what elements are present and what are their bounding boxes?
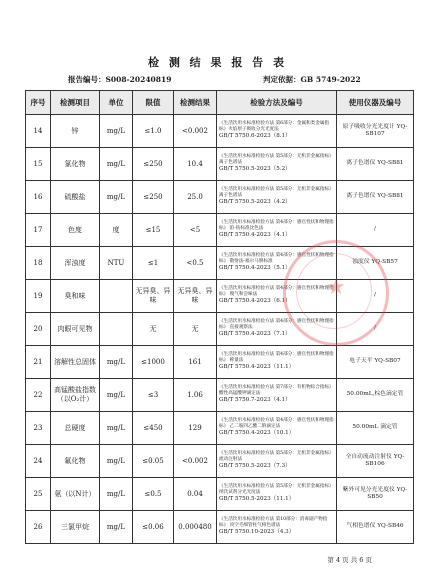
- cell-item: 总硬度: [51, 412, 100, 445]
- cell-no: 23: [26, 412, 51, 445]
- cell-item: 氨（以N计）: [51, 478, 100, 511]
- cell-item: 色度: [51, 214, 100, 247]
- cell-limit: ≤15: [133, 214, 174, 247]
- col-header-limit: 限值: [133, 91, 174, 115]
- cell-method: [217, 313, 337, 346]
- method-name: 《生活饮用水标准检验方法 第10部分：消毒副产物指标》 顶空毛细管柱气相色谱法: [219, 517, 328, 529]
- cell-result: 0.000480: [174, 511, 217, 544]
- cell-no: 16: [26, 181, 51, 214]
- cell-limit: ≤0.06: [133, 511, 174, 544]
- cell-no: 18: [26, 247, 51, 280]
- cell-instrument: 离子色谱仪 YQ-SB81: [337, 181, 414, 214]
- col-header-result: 检测结果: [174, 91, 217, 115]
- method-name: 《生活饮用水标准检验方法 第4部分：感官性状和物理指标》 散射法-福尔马肼标准: [219, 253, 334, 265]
- cell-method: [217, 379, 337, 412]
- col-header-unit: 单位: [100, 91, 133, 115]
- cell-instrument: 50.00mL 滴定管: [337, 412, 414, 445]
- cell-result: 无异臭、异味: [174, 280, 217, 313]
- cell-limit: 无异臭、异味: [133, 280, 174, 313]
- cell-instrument: 浊度仪 YQ-SB57: [337, 247, 414, 280]
- cell-limit: ≤250: [133, 148, 174, 181]
- cell-method: [217, 247, 337, 280]
- table-row: [26, 280, 414, 313]
- judgment-standard: 判定依据：GB 5749-2022: [263, 75, 361, 84]
- cell-no: 21: [26, 346, 51, 379]
- cell-method: [217, 511, 337, 544]
- seal-star-icon: ★: [326, 275, 346, 300]
- method-name: 《生活饮用水标准检验方法 第5部分：无机非金属指标》 纳氏试剂分光光度法: [219, 484, 334, 496]
- cell-result: <0.5: [174, 247, 217, 280]
- cell-limit: ≤1000: [133, 346, 174, 379]
- cell-method: [217, 148, 337, 181]
- table-row: [26, 445, 414, 478]
- cell-method: [217, 181, 337, 214]
- cell-method: [217, 280, 337, 313]
- method-standard: GB/T 5750.5-2023（7.3）: [219, 463, 291, 470]
- cell-unit: mg/L: [100, 478, 133, 511]
- cell-item: 高锰酸盐指数（以O₂计）: [51, 379, 100, 412]
- cell-limit: ≤1.0: [133, 115, 174, 148]
- cell-result: <0.002: [174, 445, 217, 478]
- page-number: 第 4 页 共 6 页: [327, 556, 372, 564]
- method-standard: GB/T 5750.4-2023（4.1）: [219, 232, 291, 239]
- cell-no: 17: [26, 214, 51, 247]
- cell-instrument: 全自动流动注射仪 YQ-SB106: [337, 445, 414, 478]
- cell-instrument: 紫外可见分光光度仪 YQ-SB50: [337, 478, 414, 511]
- table-row: [26, 511, 414, 544]
- cell-limit: ≤1: [133, 247, 174, 280]
- method-name: 《生活饮用水标准检验方法 第5部分：无机非金属指标》 离子色谱法: [219, 154, 334, 166]
- table-row: [26, 214, 414, 247]
- method-name: 《生活饮用水标准检验方法 第4部分：感官性状和物理指标》 直接观察法: [219, 319, 334, 331]
- method-name: 《生活饮用水标准检验方法 第7部分：有机物综合指标》 酸性高锰酸钾滴定法: [219, 385, 334, 397]
- report-number: 报告编号：S008-20240819: [68, 75, 172, 84]
- col-header-no: 序号: [26, 91, 51, 115]
- cell-no: 26: [26, 511, 51, 544]
- cell-unit: mg/L: [100, 445, 133, 478]
- cell-limit: 无: [133, 313, 174, 346]
- cell-result: 1.06: [174, 379, 217, 412]
- method-name: 《生活饮用水标准检验方法 第4部分：感官性状和物理指标》 称量法: [219, 352, 334, 364]
- method-name: 《生活饮用水标准检验方法 第5部分：无机非金属指标》 流动注射法: [219, 451, 334, 463]
- method-standard: GB/T 5750.4-2023（7.1）: [219, 331, 291, 338]
- cell-result: 无: [174, 313, 217, 346]
- table-row: [26, 181, 414, 214]
- cell-unit: [100, 313, 133, 346]
- table-header-row: [26, 91, 414, 115]
- method-standard: GB/T 5750.7-2023（4.1）: [219, 397, 291, 404]
- cell-result: 10.4: [174, 148, 217, 181]
- cell-no: 15: [26, 148, 51, 181]
- cell-method: [217, 445, 337, 478]
- results-table: [25, 90, 414, 544]
- cell-method: [217, 115, 337, 148]
- cell-unit: [100, 280, 133, 313]
- cell-item: 氯化物: [51, 148, 100, 181]
- cell-limit: ≤450: [133, 412, 174, 445]
- cell-limit: ≤3: [133, 379, 174, 412]
- method-standard: GB/T 5750.10-2023（4.3）: [219, 529, 295, 536]
- cell-limit: ≤0.5: [133, 478, 174, 511]
- cell-method: [217, 412, 337, 445]
- cell-item: 氟化物: [51, 445, 100, 478]
- table-row: [26, 247, 414, 280]
- cell-unit: mg/L: [100, 148, 133, 181]
- method-standard: GB/T 5750.5-2023（5.2）: [219, 166, 291, 173]
- cell-unit: mg/L: [100, 379, 133, 412]
- cell-result: <5: [174, 214, 217, 247]
- method-name: 《生活饮用水标准检验方法 第5部分：无机非金属指标》 离子色谱法: [219, 187, 334, 199]
- cell-unit: NTU: [100, 247, 133, 280]
- table-row: [26, 478, 414, 511]
- method-name: 《生活饮用水标准检验方法 第6部分：金属和类金属指标》火焰原子吸收分光光度法: [219, 121, 330, 133]
- method-standard: GB/T 5750.4-2023（11.1）: [219, 364, 295, 371]
- cell-item: 锌: [51, 115, 100, 148]
- cell-instrument: 离子色谱仪 YQ-SB81: [337, 148, 414, 181]
- cell-no: 24: [26, 445, 51, 478]
- method-standard: GB/T 5750.6-2023（8.1）: [219, 133, 291, 140]
- cell-unit: mg/L: [100, 346, 133, 379]
- method-standard: GB/T 5750.5-2023（11.1）: [219, 496, 295, 503]
- cell-no: 22: [26, 379, 51, 412]
- cell-result: 129: [174, 412, 217, 445]
- cell-item: 臭和味: [51, 280, 100, 313]
- cell-instrument: 原子吸收分光光度计 YQ-SB107: [337, 115, 414, 148]
- cell-no: 14: [26, 115, 51, 148]
- cell-no: 25: [26, 478, 51, 511]
- cell-instrument: 50.00mL,棕色滴定管: [337, 379, 414, 412]
- table-row: [26, 115, 414, 148]
- col-header-item: 检测项目: [51, 91, 100, 115]
- cell-method: [217, 214, 337, 247]
- cell-unit: mg/L: [100, 115, 133, 148]
- method-name: 《生活饮用水标准检验方法 第4部分：感官性状和物理指标》 铂-钴标准比色法: [219, 220, 334, 232]
- cell-unit: 度: [100, 214, 133, 247]
- cell-instrument: 电子天平 YQ-SB07: [337, 346, 414, 379]
- cell-item: 浑浊度: [51, 247, 100, 280]
- page-footer: [0, 555, 435, 564]
- method-standard: GB/T 5750.4-2023（10.1）: [219, 430, 295, 437]
- table-row: [26, 412, 414, 445]
- table-row: [26, 313, 414, 346]
- cell-result: 161: [174, 346, 217, 379]
- cell-instrument: /: [337, 280, 414, 313]
- cell-method: [217, 346, 337, 379]
- cell-instrument: /: [337, 214, 414, 247]
- cell-instrument: 气相色谱仪 YQ-SB46: [337, 511, 414, 544]
- table-row: [26, 148, 414, 181]
- table-row: [26, 346, 414, 379]
- method-name: 《生活饮用水标准检验方法 第4部分：感官性状和物理指标》 乙二胺四乙酸二钠滴定法: [219, 418, 334, 430]
- cell-unit: mg/L: [100, 412, 133, 445]
- table-row: [26, 379, 414, 412]
- cell-no: 20: [26, 313, 51, 346]
- col-header-method: 检验方法及编号: [217, 91, 337, 115]
- method-standard: GB/T 5750.4-2023（5.1）: [219, 265, 291, 272]
- cell-item: 硫酸盐: [51, 181, 100, 214]
- cell-item: 溶解性总固体: [51, 346, 100, 379]
- cell-item: 肉眼可见物: [51, 313, 100, 346]
- method-standard: GB/T 5750.4-2023（6.1）: [219, 298, 291, 305]
- method-standard: GB/T 5750.5-2023（4.2）: [219, 199, 291, 206]
- cell-item: 三氯甲烷: [51, 511, 100, 544]
- cell-unit: mg/L: [100, 511, 133, 544]
- report-title: 检 测 结 果 报 告 表: [148, 56, 287, 69]
- cell-result: 0.04: [174, 478, 217, 511]
- cell-result: <0.002: [174, 115, 217, 148]
- cell-instrument: /: [337, 313, 414, 346]
- cell-limit: ≤250: [133, 181, 174, 214]
- cell-no: 19: [26, 280, 51, 313]
- cell-method: [217, 478, 337, 511]
- cell-unit: mg/L: [100, 181, 133, 214]
- cell-limit: ≤0.05: [133, 445, 174, 478]
- col-header-instrument: 使用仪器及编号: [337, 91, 414, 115]
- method-name: 《生活饮用水标准检验方法 第4部分：感官性状和物理指标》 嗅气和尝味法: [219, 286, 334, 298]
- cell-result: 25.0: [174, 181, 217, 214]
